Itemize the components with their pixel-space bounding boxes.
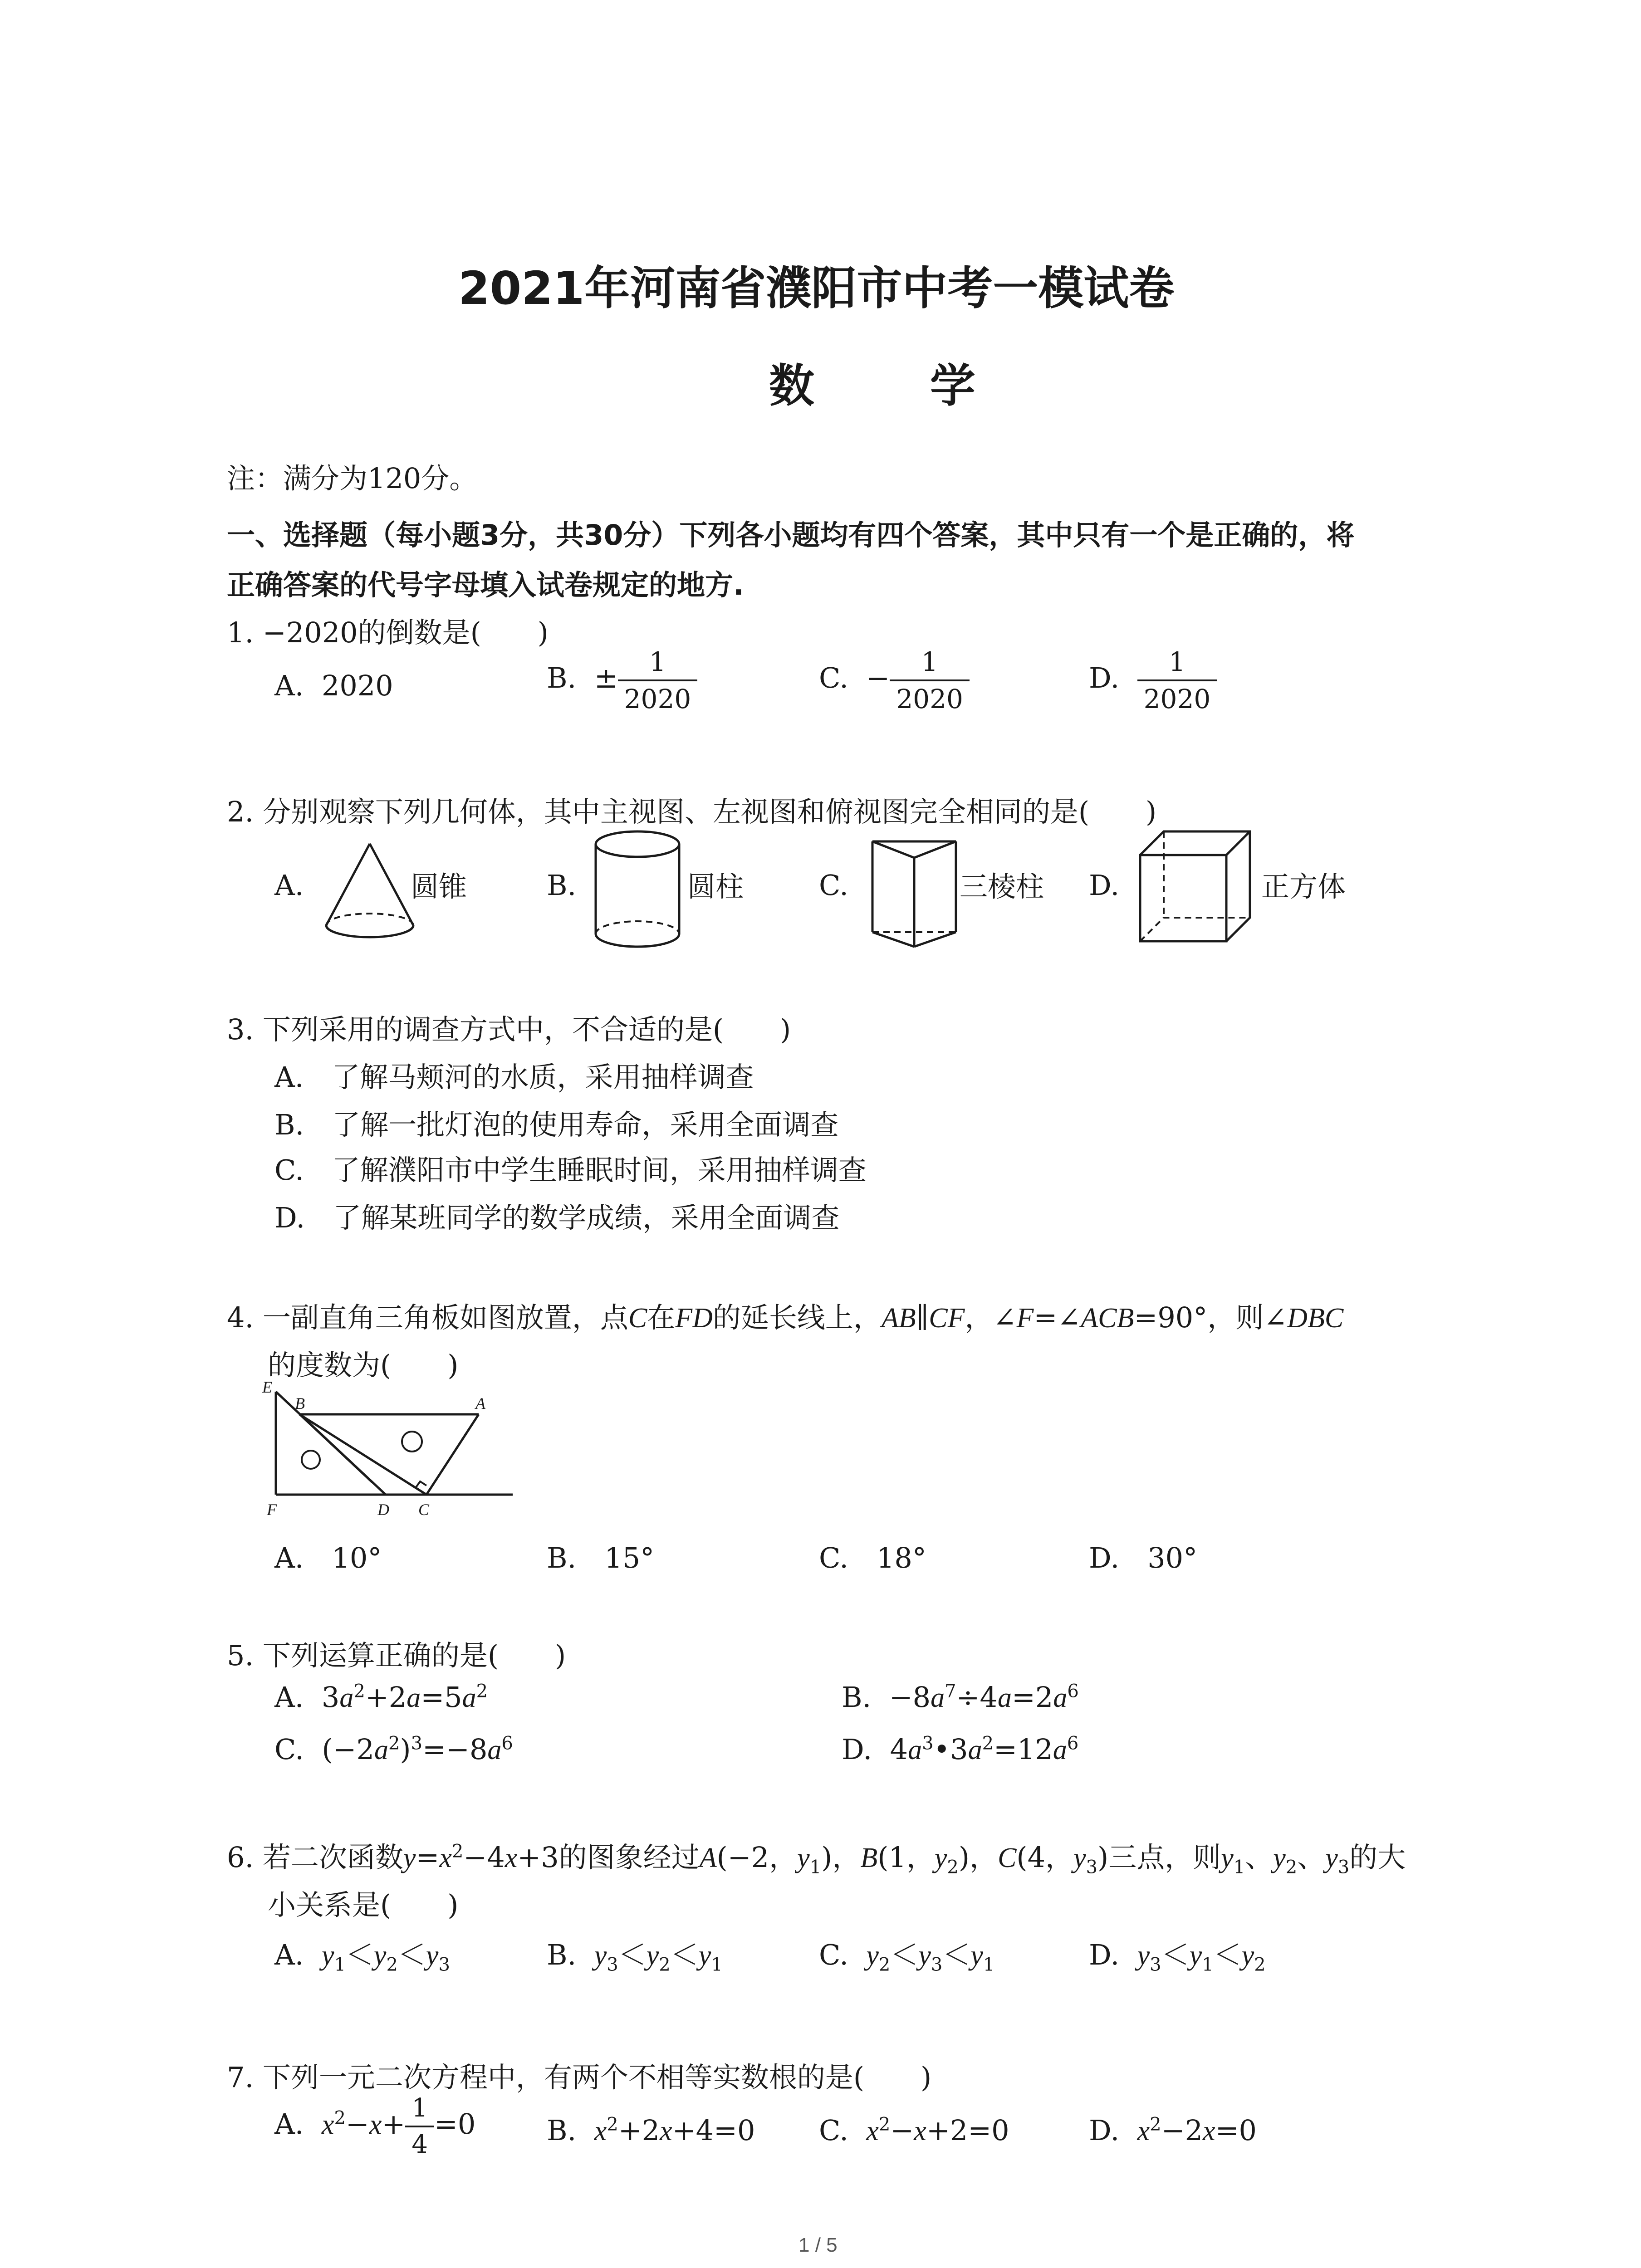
- q3-option-c: C. 了解濮阳市中学生睡眠时间，采用抽样调查: [274, 1154, 867, 1187]
- label-B: B: [295, 1394, 305, 1413]
- q2-d-label: D.: [1089, 869, 1120, 902]
- q1-option-d: D. $\frac{1}{2020}$: [1089, 649, 1217, 712]
- q4-stem: 4. 一副直角三角板如图放置，点C在FD的延长线上，AB∥CF，∠F=∠ACB=90°，则∠DBC: [227, 1301, 1344, 1334]
- q2-d-name: 正方体: [1261, 870, 1346, 903]
- label-E: E: [262, 1378, 272, 1396]
- score-note: 注：满分为120分。: [227, 462, 478, 495]
- triangular-prism-figure: [869, 828, 960, 950]
- q2-a-name: 圆锥: [411, 870, 467, 903]
- label-C: C: [418, 1501, 430, 1519]
- q6-stem: 6. 若二次函数$y=x^2-4x+3$的图象经过A(−2，$y_1$)，B(1，$y_2$)，C(4，$y_3$)三点，则$y_1$、$y_2$、$y_3$的大: [227, 1841, 1406, 1878]
- section-heading-line2: 正确答案的代号字母填入试卷规定的地方.: [227, 568, 744, 601]
- q5-option-a: A. $3a^2+2a=5a^2$: [274, 1681, 488, 1714]
- page-title: 2021年河南省濮阳市中考一模试卷: [458, 262, 1175, 315]
- q6-option-d: D. $y_3<y_1<y_2$: [1089, 1938, 1266, 1975]
- q4-option-d: D. 30°: [1089, 1541, 1198, 1574]
- q1-option-a: A. 2020: [274, 669, 393, 702]
- section-heading-line1: 一、选择题（每小题3分，共30分）下列各小题均有四个答案，其中只有一个是正确的，将: [227, 518, 1355, 552]
- q5-option-d: D. $4a^3•3a^2=12a^6$: [842, 1733, 1079, 1766]
- q6-option-a: A. $y_1<y_2<y_3$: [274, 1938, 450, 1975]
- q6-stem-line2: 小关系是( ): [268, 1888, 459, 1921]
- label-A: A: [475, 1394, 485, 1413]
- q5-stem: 5. 下列运算正确的是( ): [227, 1639, 566, 1672]
- q5-option-b: B. $-8a^7\div 4a=2a^6$: [842, 1681, 1079, 1714]
- q5-option-c: C. $(-2a^2)^3=-8a^6$: [274, 1733, 513, 1766]
- q4-option-b: B. 15°: [547, 1541, 655, 1574]
- page-number: 1 / 5: [798, 2234, 838, 2256]
- cube-figure: [1136, 828, 1254, 946]
- q2-a-label: A.: [274, 869, 304, 902]
- q7-stem: 7. 下列一元二次方程中，有两个不相等实数根的是( ): [227, 2061, 932, 2094]
- q3-option-a: A. 了解马颊河的水质，采用抽样调查: [274, 1061, 754, 1094]
- q7-a-fraction: $\frac{1}{4}$: [405, 2096, 434, 2157]
- cone-figure: [320, 841, 420, 950]
- cylinder-figure: [592, 828, 683, 950]
- q2-c-name: 三棱柱: [960, 870, 1044, 903]
- q2-b-label: B.: [547, 869, 577, 902]
- q1-d-fraction: $\frac{1}{2020}$: [1137, 649, 1217, 712]
- q3-stem: 3. 下列采用的调查方式中，不合适的是( ): [227, 1013, 791, 1046]
- q4-stem-line2: 的度数为( ): [268, 1349, 459, 1382]
- q6-option-c: C. $y_2<y_3<y_1$: [819, 1938, 995, 1975]
- q4-triangle-figure: [259, 1379, 517, 1524]
- q7-option-b: B. $x^2+2x+4=0$: [547, 2114, 755, 2147]
- q1-option-b: B. ± $\frac{1}{2020}$: [547, 649, 697, 712]
- label-F: F: [267, 1501, 277, 1519]
- q7-option-d: D. $x^2-2x=0$: [1089, 2114, 1257, 2147]
- q7-option-a: A. $x^2-x+$ $\frac{1}{4}$ =0: [274, 2093, 476, 2159]
- q1-b-fraction: $\frac{1}{2020}$: [618, 649, 698, 712]
- subject-title: 数 学: [769, 359, 1025, 412]
- q2-stem: 2. 分别观察下列几何体，其中主视图、左视图和俯视图完全相同的是( ): [227, 795, 1157, 828]
- q3-option-d: D. 了解某班同学的数学成绩，采用全面调查: [274, 1201, 840, 1234]
- q1-option-c: C. − $\frac{1}{2020}$: [819, 649, 970, 712]
- q1-c-fraction: $\frac{1}{2020}$: [890, 649, 970, 712]
- q2-c-label: C.: [819, 869, 848, 902]
- q6-option-b: B. $y_3<y_2<y_1$: [547, 1938, 723, 1975]
- q1-stem: 1. −2020的倒数是( ): [227, 616, 549, 649]
- q3-option-b: B. 了解一批灯泡的使用寿命，采用全面调查: [274, 1108, 839, 1141]
- q4-option-c: C. 18°: [819, 1541, 926, 1574]
- q7-option-c: C. $x^2-x+2=0$: [819, 2114, 1009, 2147]
- q2-b-name: 圆柱: [687, 870, 744, 903]
- label-D: D: [377, 1501, 389, 1519]
- q4-option-a: A. 10°: [274, 1541, 382, 1574]
